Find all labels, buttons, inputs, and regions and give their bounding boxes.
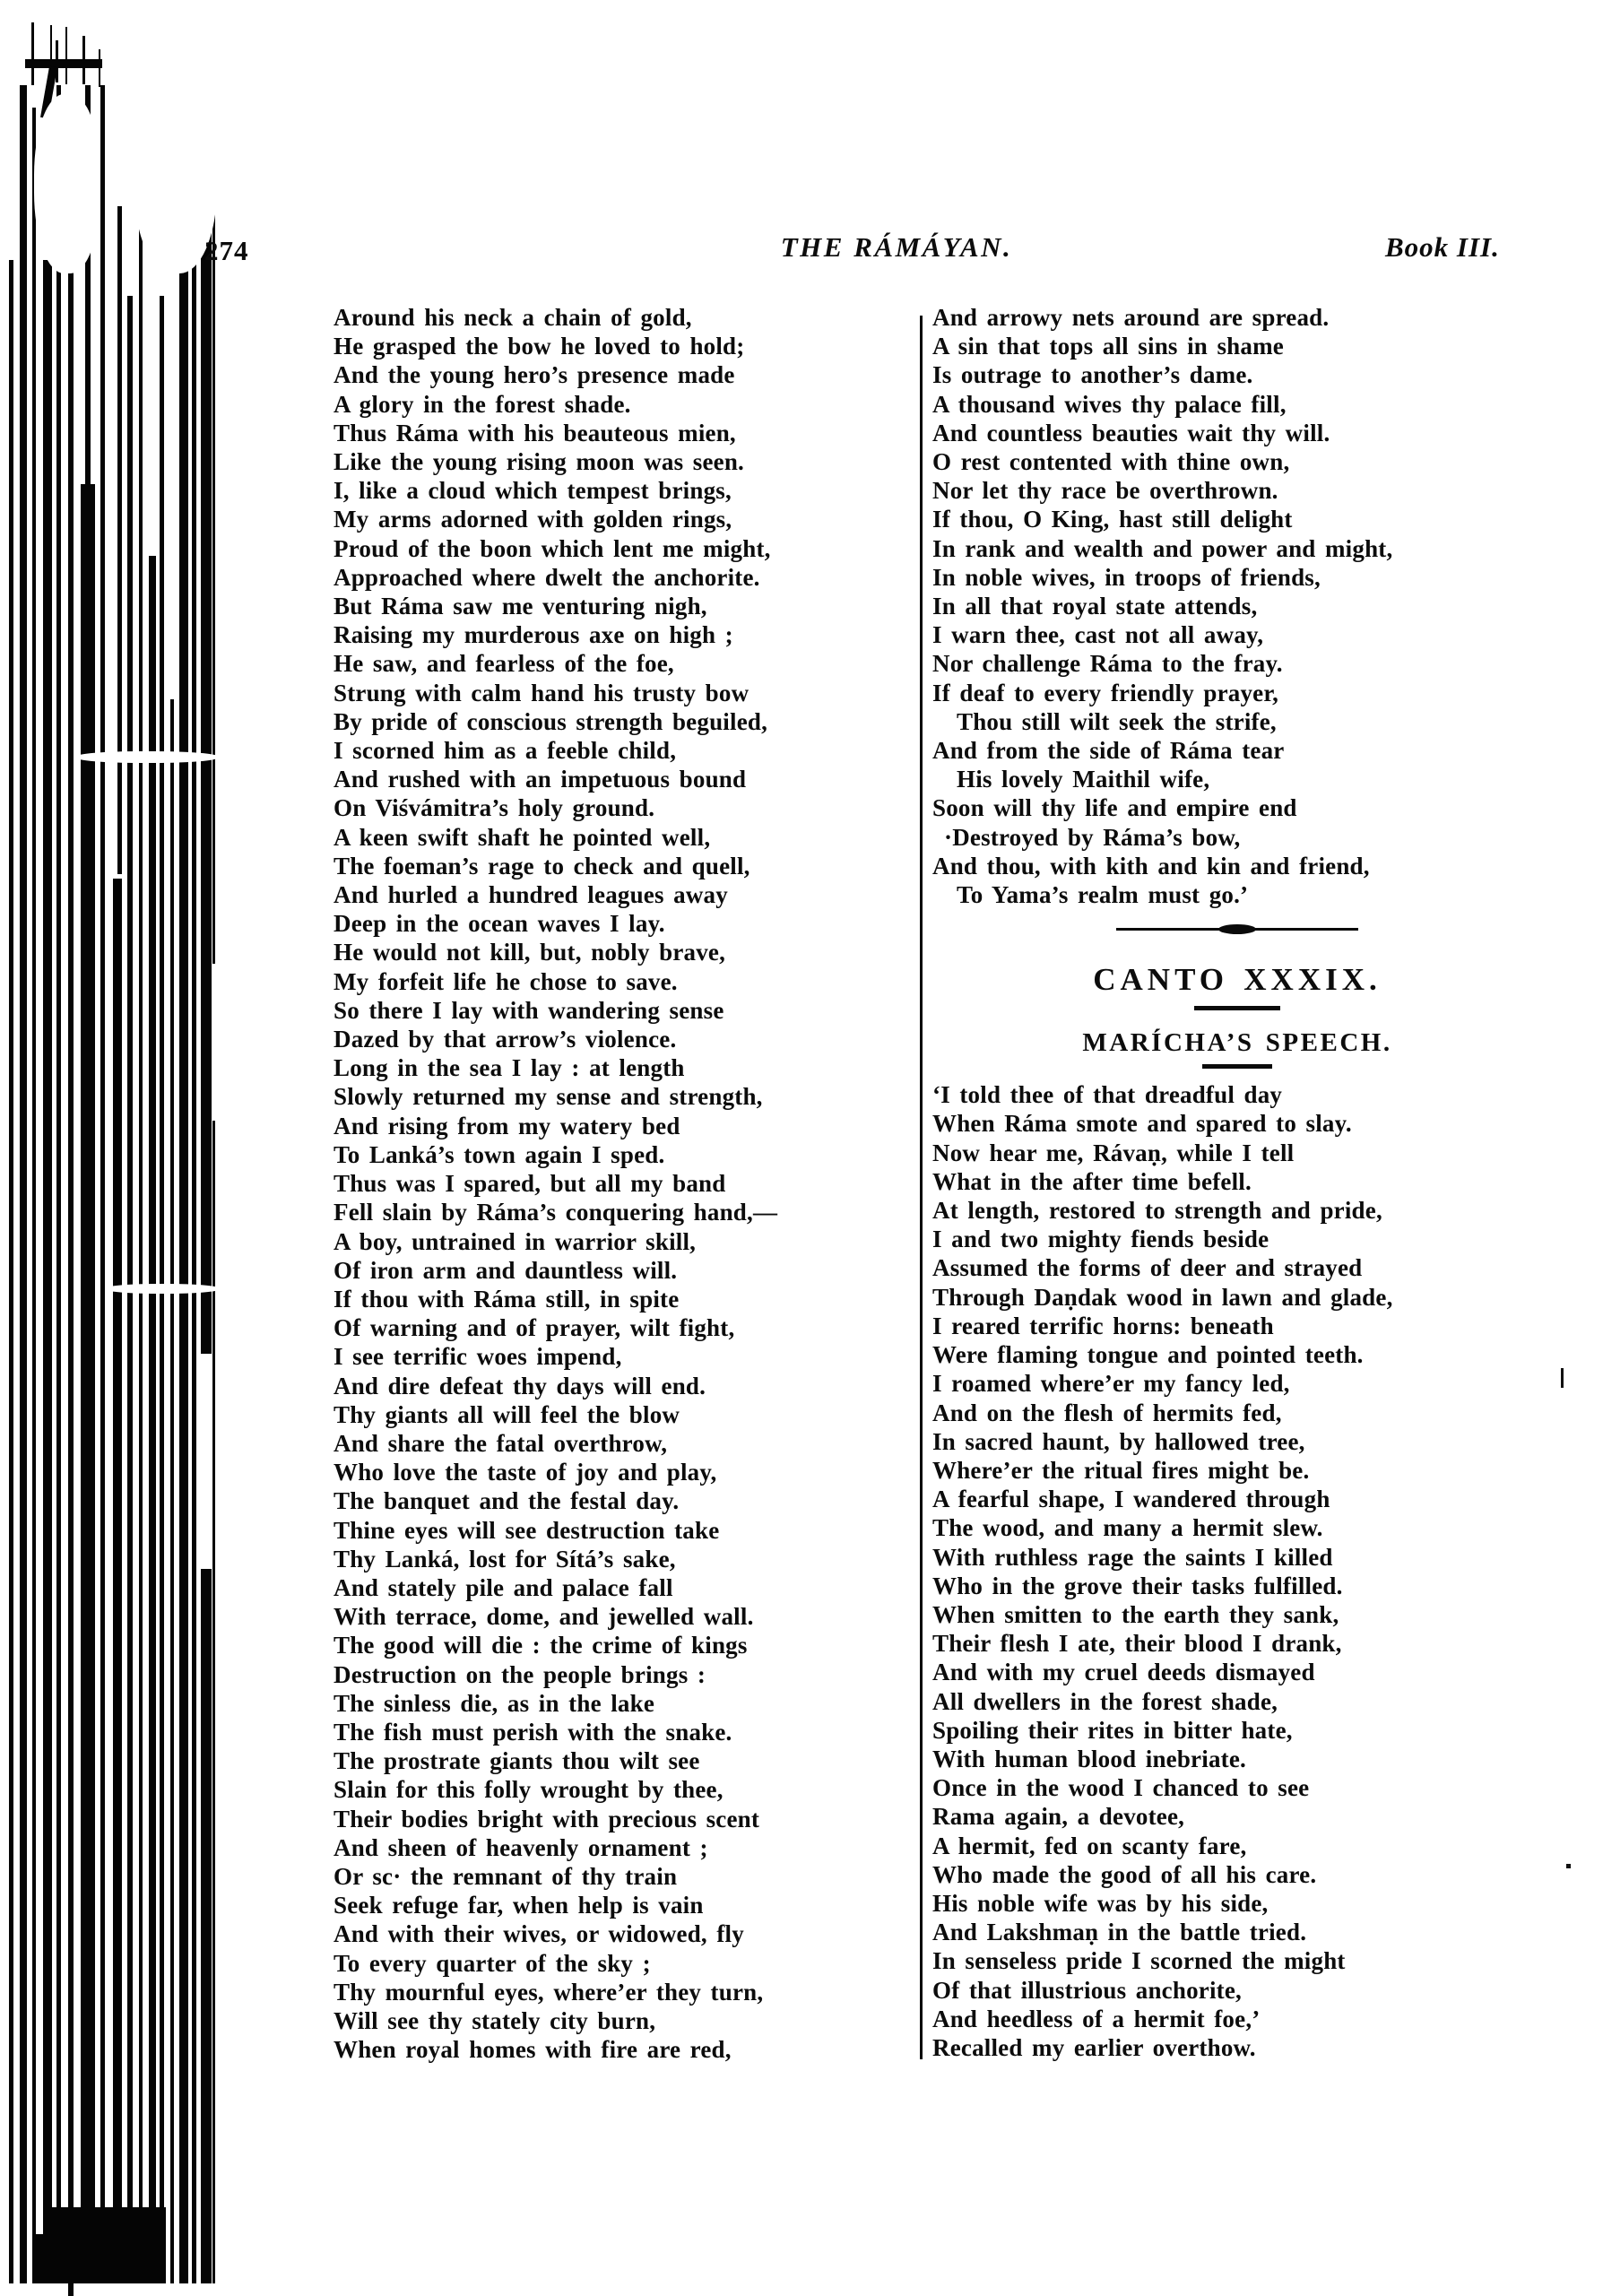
poem-line: Of that illustrious anchorite, [932, 1976, 1242, 2004]
poem-line: And thou, with kith and kin and friend, [932, 852, 1370, 879]
poem-line: ‘I told thee of that dreadful day [932, 1081, 1283, 1109]
poem-line: And heedless of a hermit foe,’ [932, 2005, 1261, 2032]
poem-line: Thy Lanká, lost for Sítá’s sake, [334, 1545, 676, 1573]
poem-line: And on the flesh of hermits fed, [932, 1399, 1282, 1426]
poem-line: The good will die : the crime of kings [334, 1632, 748, 1659]
heading-rule [1194, 1006, 1280, 1010]
poem-line: My forfeit life he chose to save. [334, 967, 678, 995]
poem-line: With ruthless rage the saints I killed [932, 1543, 1333, 1571]
ink-streak [99, 49, 100, 87]
poem-line: Destruction on the people brings : [334, 1660, 706, 1688]
ink-streak [212, 1121, 215, 2283]
poem-line: When smitten to the earth they sank, [932, 1600, 1339, 1628]
poem-line: And with their wives, or widowed, fly [334, 1920, 744, 1948]
poem-line: I roamed where’er my fancy led, [932, 1370, 1290, 1398]
poem-line: And stately pile and palace fall [334, 1573, 673, 1601]
page-number: 274 [204, 235, 249, 266]
ink-streak [25, 59, 102, 68]
poem-line: And dire defeat thy days will end. [334, 1372, 706, 1399]
poem-line: Or sc· the remnant of thy train [334, 1862, 678, 1890]
poem-line: And with my cruel deeds dismayed [932, 1659, 1315, 1686]
poem-line: What in the after time befell. [932, 1167, 1252, 1195]
poem-line: Long in the sea I lay : at length [334, 1054, 685, 1082]
poem-line: If thou with Ráma still, in spite [334, 1285, 680, 1313]
ink-streak [149, 556, 156, 2283]
poem-line: When royal homes with fire are red, [334, 2036, 732, 2064]
poem-line: Like the young rising moon was seen. [334, 448, 744, 476]
ink-streak [49, 2207, 166, 2283]
ink-streak [36, 2234, 50, 2283]
ink-streak [56, 85, 61, 2283]
poem-line: Who love the taste of joy and play, [334, 1459, 717, 1486]
poem-line: Strung with calm hand his trusty bow [334, 679, 750, 706]
poem-line: ·Destroyed by Ráma’s bow, [944, 823, 1241, 851]
poem-line: And share the fatal overthrow, [334, 1429, 668, 1457]
poem-line: Raising my murderous axe on high ; [334, 621, 733, 649]
scan-speck [1566, 1864, 1571, 1868]
poem-line: And Lakshmaṇ in the battle tried. [932, 1919, 1307, 1946]
ink-gap [34, 94, 100, 273]
poem-line: Thus was I spared, but all my band [334, 1170, 726, 1198]
poem-line: A sin that tops all sins in shame [932, 333, 1284, 360]
poem-line: And rushed with an impetuous bound [334, 766, 747, 793]
poem-line: Once in the wood I chanced to see [932, 1774, 1310, 1802]
poem-line: The sinless die, as in the lake [334, 1689, 655, 1717]
poem-line: I reared terrific horns: beneath [932, 1312, 1274, 1339]
poem-line: O rest contented with thine own, [932, 448, 1290, 476]
poem-line: His lovely Maithil wife, [957, 766, 1210, 793]
poem-line: Nor let thy race be overthrown. [932, 477, 1278, 505]
poem-line: If thou, O King, hast still delight [932, 506, 1293, 533]
poem-line: The banquet and the festal day. [334, 1487, 680, 1515]
poem-line: Slain for this folly wrought by thee, [334, 1776, 724, 1804]
poem-line: Thine eyes will see destruction take [334, 1516, 720, 1544]
poem-line: By pride of conscious strength beguiled, [334, 707, 768, 735]
ink-streak [65, 27, 67, 84]
tailpiece-diamond [1218, 924, 1256, 934]
poem-line: Rama again, a devotee, [932, 1803, 1185, 1831]
ink-streak [43, 260, 52, 2283]
poem-line: If deaf to every friendly prayer, [932, 679, 1279, 706]
poem-line: Deep in the ocean waves I lay. [334, 910, 665, 938]
poem-line: A keen swift shaft he pointed well, [334, 823, 711, 851]
poem-line: I warn thee, cast not all away, [932, 621, 1264, 649]
left-column [334, 303, 932, 2064]
poem-line: And hurled a hundred leagues away [334, 881, 728, 909]
running-title: THE RÁMÁYAN. [780, 231, 1013, 263]
tailpiece-bar [1254, 928, 1358, 931]
poem-line: Of iron arm and dauntless will. [334, 1256, 678, 1284]
poem-line: Will see thy stately city burn, [334, 2006, 656, 2034]
right-column [932, 303, 1542, 2062]
poem-line: He grasped the bow he loved to hold; [334, 333, 745, 360]
poem-line: A boy, untrained in warrior skill, [334, 1227, 697, 1255]
poem-line: The foeman’s rage to check and quell, [334, 852, 750, 879]
poem-line: When Ráma smote and spared to slay. [932, 1110, 1352, 1138]
poem-line: Now hear me, Rávaṇ, while I tell [932, 1139, 1295, 1166]
ink-streak [201, 1569, 212, 2283]
heading-rule [1202, 1064, 1272, 1069]
poem-line: I and two mighty fiends beside [932, 1226, 1269, 1253]
poem-line: In rank and wealth and power and might, [932, 534, 1393, 562]
poem-line: But Ráma saw me venturing nigh, [334, 593, 707, 620]
poem-line: He saw, and fearless of the foe, [334, 650, 674, 678]
poem-line: Who made the good of all his care. [932, 1860, 1317, 1888]
poem-line: Fell slain by Ráma’s conquering hand,— [334, 1199, 778, 1226]
poem-line: And sheen of heavenly ornament ; [334, 1833, 708, 1861]
ink-streak [192, 152, 196, 2283]
speech-heading: MARÍCHA’S SPEECH. [1082, 1028, 1392, 1058]
ink-streak [31, 22, 34, 85]
poem-line: Seek refuge far, when help is vain [334, 1892, 704, 1919]
canto-39-speech [932, 1080, 1542, 2062]
poem-line: On Viśvámitra’s holy ground. [334, 794, 655, 822]
poem-line: Thy giants all will feel the blow [334, 1400, 680, 1428]
poem-line: In sacred haunt, by hallowed tree, [932, 1427, 1305, 1455]
tailpiece-ornament [1116, 923, 1358, 934]
ink-streak [68, 260, 74, 2296]
poem-line: And from the side of Ráma tear [932, 737, 1285, 765]
poem-line: Of warning and of prayer, wilt fight, [334, 1314, 735, 1342]
poem-line: In senseless pride I scorned the might [932, 1947, 1346, 1975]
poem-line: Thus Ráma with his beauteous mien, [334, 419, 736, 446]
poem-line: He would not kill, but, nobly brave, [334, 939, 726, 966]
poem-line: Thy mournful eyes, where’er they turn, [334, 1978, 764, 2006]
poem-line: Approached where dwelt the anchorite. [334, 563, 760, 591]
poem-line: Spoiling their rites in bitter hate, [932, 1716, 1293, 1744]
poem-line: And arrowy nets around are spread. [932, 304, 1330, 331]
poem-line: Through Daṇdak wood in lawn and glade, [932, 1283, 1393, 1311]
poem-line: With human blood inebriate. [932, 1745, 1246, 1772]
poem-line: Who in the grove their tasks fulfilled. [932, 1572, 1343, 1599]
ink-streak [179, 269, 188, 2283]
poem-line: My arms adorned with golden rings, [334, 506, 732, 533]
poem-line: To Lanká’s town again I sped. [334, 1140, 665, 1168]
poem-line: Recalled my earlier overthow. [932, 2033, 1256, 2061]
poem-line: The fish must perish with the snake. [334, 1718, 732, 1746]
poem-line: To every quarter of the sky ; [334, 1949, 651, 1977]
poem-line: A hermit, fed on scanty fare, [932, 1832, 1247, 1859]
canto-38-end [932, 303, 1542, 909]
poem-line: And the young hero’s presence made [334, 361, 735, 389]
poem-line: And countless beauties wait thy will. [932, 419, 1330, 446]
poem-line: I see terrific woes impend, [334, 1343, 622, 1371]
poem-line: Is outrage to another’s dame. [932, 361, 1253, 389]
poem-line: In all that royal state attends, [932, 593, 1258, 620]
poem-line: The prostrate giants thou wilt see [334, 1747, 700, 1775]
poem-line: To Yama’s realm must go.’ [957, 881, 1249, 909]
scan-artifact-gutter [0, 0, 224, 2283]
scan-speck [1561, 1368, 1564, 1388]
poem-line: Nor challenge Ráma to the fray. [932, 650, 1283, 678]
poem-line: So there I lay with wandering sense [334, 996, 724, 1024]
poem-line: I, like a cloud which tempest brings, [334, 477, 732, 505]
ink-streak [212, 152, 215, 964]
poem-line: And rising from my watery bed [334, 1112, 680, 1139]
ink-gap [76, 751, 218, 763]
ink-streak [32, 108, 36, 2283]
ink-streak [9, 260, 13, 2283]
ink-gap [106, 1284, 219, 1294]
ink-streak [100, 85, 105, 2283]
ink-streak [117, 206, 122, 874]
poem-line: His noble wife was by his side, [932, 1889, 1269, 1917]
poem-line: Soon will thy life and empire end [932, 794, 1297, 822]
poem-line: Their bodies bright with precious scent [334, 1805, 760, 1832]
poem-line: Dazed by that arrow’s violence. [334, 1026, 677, 1053]
poem-line: Were flaming tongue and pointed teeth. [932, 1341, 1364, 1369]
poem-line: A fearful shape, I wandered through [932, 1486, 1330, 1513]
tailpiece-bar [1116, 928, 1220, 931]
poem-line: Assumed the forms of deer and strayed [932, 1254, 1363, 1282]
poem-line: All dwellers in the forest shade, [932, 1687, 1278, 1715]
poem-line: Proud of the boon which lent me might, [334, 534, 771, 562]
ink-streak [113, 879, 122, 2283]
poem-line: Where’er the ritual fires might be. [932, 1456, 1310, 1484]
poem-line: With terrace, dome, and jewelled wall. [334, 1603, 754, 1631]
ink-streak [20, 85, 27, 2283]
poem-line: Around his neck a chain of gold, [334, 304, 692, 331]
poem-line: In noble wives, in troops of friends, [932, 563, 1321, 591]
poem-line: Slowly returned my sense and strength, [334, 1083, 763, 1111]
poem-line: I scorned him as a feeble child, [334, 737, 677, 765]
poem-line: Their flesh I ate, their blood I drank, [932, 1630, 1342, 1658]
poem-line: A glory in the forest shade. [334, 390, 631, 418]
book-label: Book III. [1385, 231, 1500, 263]
poem-line: A thousand wives thy palace fill, [932, 390, 1287, 418]
ink-streak [170, 699, 174, 2283]
canto-heading: CANTO XXXIX. [1093, 962, 1382, 998]
poem-line: At length, restored to strength and pride, [932, 1197, 1382, 1225]
poem-line: Thou still wilt seek the strife, [957, 707, 1277, 735]
poem-line: The wood, and many a hermit slew. [932, 1514, 1323, 1542]
ink-streak [139, 206, 143, 2283]
